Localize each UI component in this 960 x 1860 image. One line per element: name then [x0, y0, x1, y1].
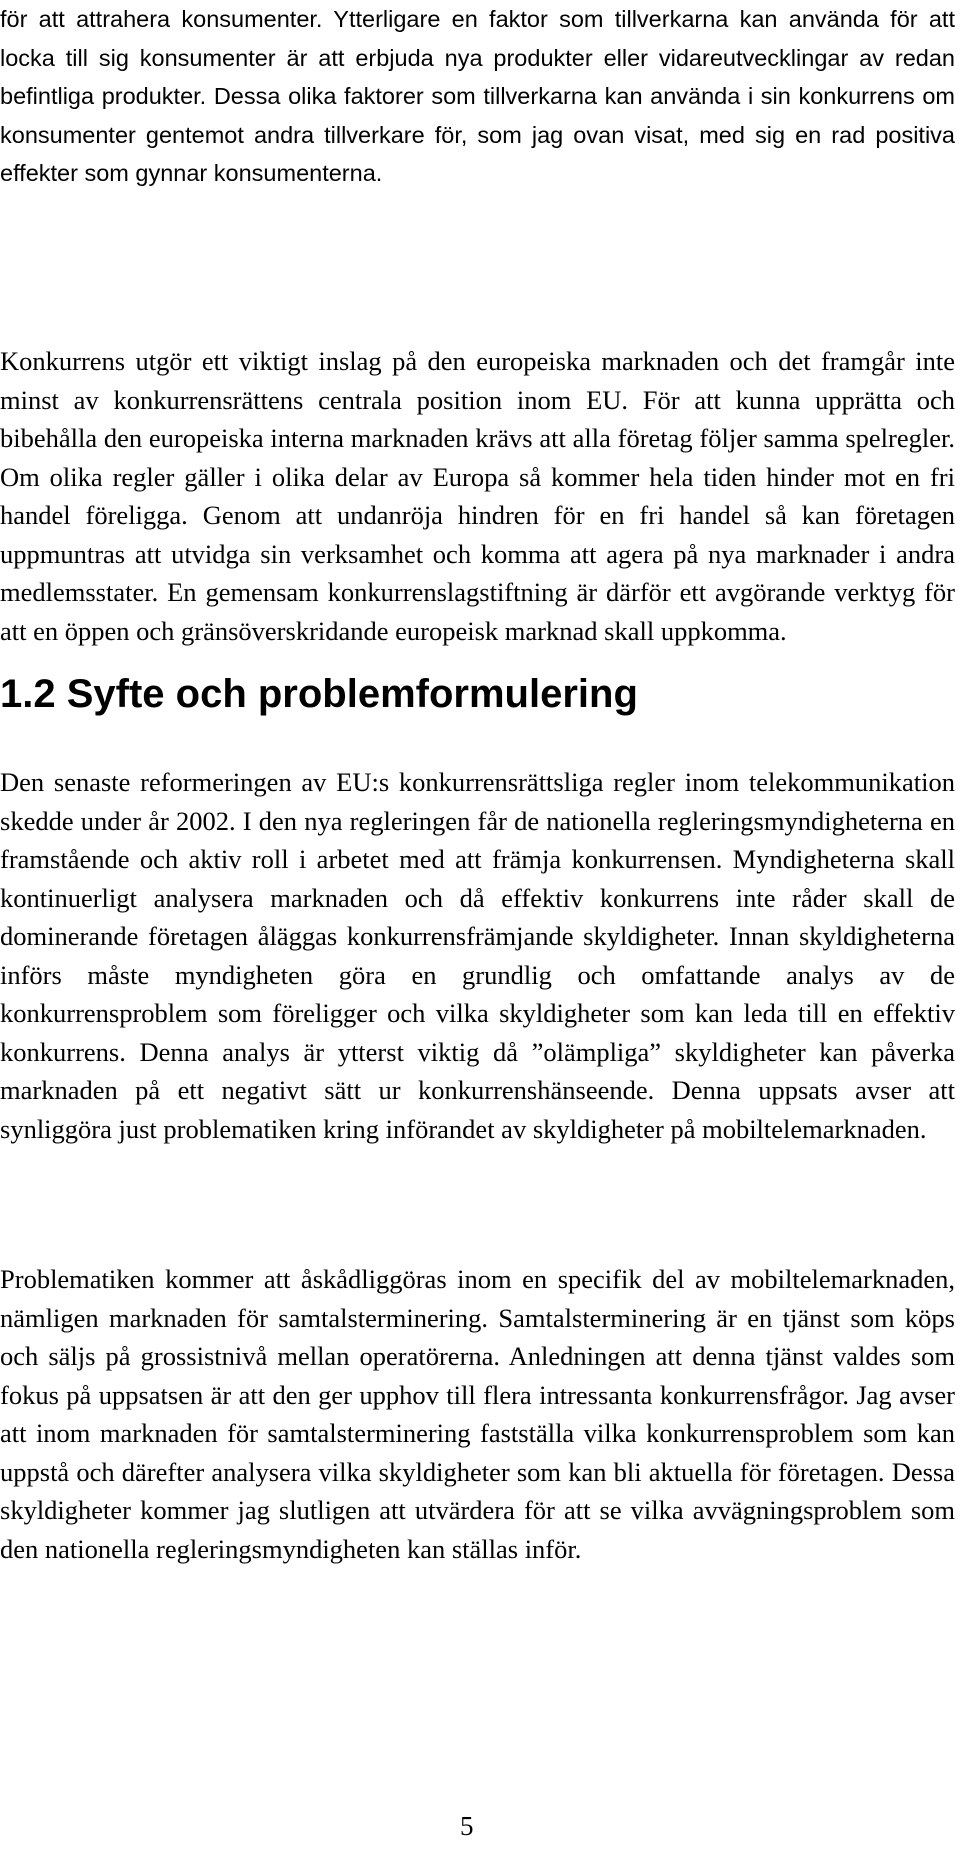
section-heading: 1.2 Syfte och problemformulering: [0, 672, 638, 716]
paragraph-intro-continuation: för att attrahera konsumenter. Ytterligare en faktor som tillverkarna kan använda för att locka till sig konsumenter är att erbjuda nya produkter eller vidareutvecklingar av redan befintliga produkter. Dessa olika faktorer som tillverkarna kan använda i sin konkurrens om konsumenter gentemot andra tillverkare för, som jag ovan visat, med sig en rad positiva effekter som gynnar konsumenterna.: [0, 6, 955, 186]
paragraph-competition: Konkurrens utgör ett viktigt inslag på den europeiska marknaden och det framgår inte minst av konkurrensrättens centrala position inom EU. För att kunna upprätta och bibehålla den europeiska interna marknaden krävs att alla företag följer samma spelregler. Om olika regler gäller i olika delar av Europa så kommer hela tiden hinder mot en fri handel föreligga. Genom att undanröja hindren för en fri handel så kan företagen uppmuntras att utvidga sin verksamhet och komma att agera på nya marknader i andra medlemsstater. En gemensam konkurrenslagstiftning är därför ett avgörande verktyg för att en öppen och gränsöverskridande europeisk marknad skall uppkomma.: [0, 346, 955, 646]
paragraph-reform: Den senaste reformeringen av EU:s konkurrensrättsliga regler inom telekommunikation skedde under år 2002. I den nya regleringen får de nationella regleringsmyndigheterna en framstående och aktiv roll i arbetet med att främja konkurrensen. Myndigheterna skall kontinuerligt analysera marknaden och då effektiv konkurrens inte råder skall de dominerande företagen åläggas konkurrensfrämjande skyldigheter. Innan skyldigheterna införs måste myndigheten göra en grundlig och omfattande analys av de konkurrensproblem som föreligger och vilka skyldigheter som kan leda till en effektiv konkurrens. Denna analys är ytterst viktig då ”olämpliga” skyldigheter kan påverka marknaden på ett negativt sätt ur konkurrenshänseende. Denna uppsats avser att synliggöra just problematiken kring införandet av skyldigheter på mobiltelemarknaden.: [0, 767, 955, 1144]
page-number: 5: [460, 1811, 474, 1841]
paragraph-problem: Problematiken kommer att åskådliggöras inom en specifik del av mobiltelemarknaden, nämligen marknaden för samtalsterminering. Samtalsterminering är en tjänst som köps och säljs på grossistnivå mellan operatörerna. Anledningen att denna tjänst valdes som fokus på uppsatsen är att den ger upphov till flera intressanta konkurrensfrågor. Jag avser att inom marknaden för samtalsterminering fastställa vilka konkurrensproblem som kan uppstå och därefter analysera vilka skyldigheter som kan bli aktuella för företagen. Dessa skyldigheter kommer jag slutligen att utvärdera för att se vilka avvägningsproblem som den nationella regleringsmyndigheten kan ställas inför.: [0, 1264, 955, 1564]
